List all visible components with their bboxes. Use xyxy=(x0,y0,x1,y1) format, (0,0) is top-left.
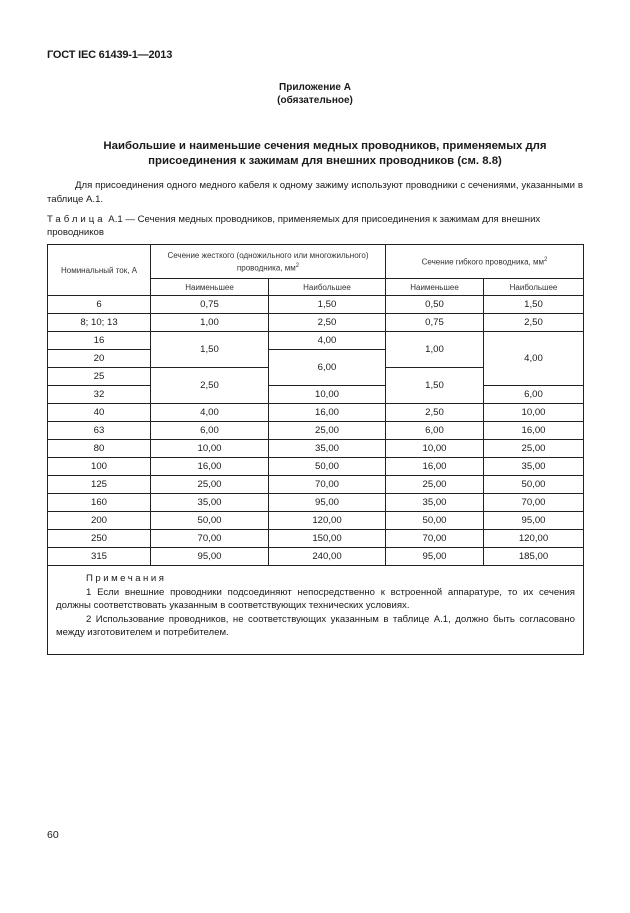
header-rigid-max: Наибольшее xyxy=(269,279,386,296)
cell-current: 40 xyxy=(48,404,151,422)
cell-flex-min: 1,50 xyxy=(386,368,484,404)
cell-flex-min: 2,50 xyxy=(386,404,484,422)
cell-current: 160 xyxy=(48,494,151,512)
cell-rigid-max: 1,50 xyxy=(269,296,386,314)
cell-flex-min: 35,00 xyxy=(386,494,484,512)
header-flexible: Сечение гибкого проводника, $мм^2$ xyxy=(386,245,584,279)
cell-current: 80 xyxy=(48,440,151,458)
table-caption-label: Таблица xyxy=(47,214,106,225)
header-rigid: Сечение жесткого (одножильного или многожильного) проводника, $мм^2$ xyxy=(151,245,386,279)
table-row xyxy=(48,512,584,530)
cell-rigid-max: 35,00 xyxy=(269,440,386,458)
table-row xyxy=(48,494,584,512)
cell-flex-min: 0,50 xyxy=(386,296,484,314)
cell-current: 16 xyxy=(48,332,151,350)
cell-current: 63 xyxy=(48,422,151,440)
cell-rigid-max: 120,00 xyxy=(269,512,386,530)
table-row xyxy=(48,422,584,440)
cell-current: 25 xyxy=(48,368,151,386)
table-row xyxy=(48,530,584,548)
cell-rigid-min: 4,00 xyxy=(151,404,269,422)
header-flex-max: Наибольшее xyxy=(484,279,584,296)
cell-current: 32 xyxy=(48,386,151,404)
cell-rigid-max: 50,00 xyxy=(269,458,386,476)
table-caption xyxy=(47,214,583,239)
cell-flex-max: 16,00 xyxy=(484,422,584,440)
notes-title: Примечания xyxy=(86,573,167,584)
table-row xyxy=(48,440,584,458)
conductor-table xyxy=(47,244,584,655)
cell-flex-max: 120,00 xyxy=(484,530,584,548)
cell-rigid-max: 150,00 xyxy=(269,530,386,548)
cell-rigid-max: 70,00 xyxy=(269,476,386,494)
cell-rigid-max: 4,00 xyxy=(269,332,386,350)
page-number: 60 xyxy=(47,829,59,841)
note-1: 1 Если внешние проводники подсоединяют непосредственно к встроенной аппаратуре, то их сечения должны соответствовать указанным в соответствующих технических условиях. xyxy=(56,586,576,611)
intro-paragraph: Для присоединения одного медного кабеля к одному зажиму используют проводники с сечениями, указанными в таблице А.1. xyxy=(47,180,583,205)
cell-flex-min: 25,00 xyxy=(386,476,484,494)
table-row xyxy=(48,386,584,404)
cell-rigid-min: 0,75 xyxy=(151,296,269,314)
cell-flex-min: 0,75 xyxy=(386,314,484,332)
cell-current: 125 xyxy=(48,476,151,494)
cell-flex-max: 10,00 xyxy=(484,404,584,422)
cell-rigid-min: 10,00 xyxy=(151,440,269,458)
cell-flex-max: 4,00 xyxy=(484,332,584,386)
cell-flex-max: 50,00 xyxy=(484,476,584,494)
standard-header: ГОСТ IEC 61439-1—2013 xyxy=(47,49,173,61)
cell-rigid-min: 70,00 xyxy=(151,530,269,548)
cell-rigid-min: 1,00 xyxy=(151,314,269,332)
cell-rigid-min: 6,00 xyxy=(151,422,269,440)
cell-current: 20 xyxy=(48,350,151,368)
cell-rigid-max: 25,00 xyxy=(269,422,386,440)
cell-current: 250 xyxy=(48,530,151,548)
cell-flex-min: 16,00 xyxy=(386,458,484,476)
table-row xyxy=(48,296,584,314)
cell-rigid-max: 2,50 xyxy=(269,314,386,332)
cell-current: 315 xyxy=(48,548,151,566)
cell-current: 100 xyxy=(48,458,151,476)
cell-flex-max: 95,00 xyxy=(484,512,584,530)
cell-flex-max: 25,00 xyxy=(484,440,584,458)
cell-flex-min: 95,00 xyxy=(386,548,484,566)
cell-flex-max: 1,50 xyxy=(484,296,584,314)
table-row xyxy=(48,314,584,332)
table-row xyxy=(48,476,584,494)
cell-rigid-min: 35,00 xyxy=(151,494,269,512)
annex-title: Приложение А xyxy=(279,82,351,93)
cell-rigid-min: 50,00 xyxy=(151,512,269,530)
cell-flex-max: 70,00 xyxy=(484,494,584,512)
cell-rigid-min: 95,00 xyxy=(151,548,269,566)
cell-rigid-min: 1,50 xyxy=(151,332,269,368)
table-notes xyxy=(48,566,584,655)
cell-flex-min: 6,00 xyxy=(386,422,484,440)
cell-rigid-max: 240,00 xyxy=(269,548,386,566)
cell-current: 6 xyxy=(48,296,151,314)
table-row xyxy=(48,458,584,476)
cell-rigid-max: 95,00 xyxy=(269,494,386,512)
cell-current: 200 xyxy=(48,512,151,530)
cell-flex-min: 70,00 xyxy=(386,530,484,548)
cell-rigid-max: 6,00 xyxy=(269,350,386,386)
cell-rigid-max: 10,00 xyxy=(269,386,386,404)
cell-flex-max: 6,00 xyxy=(484,386,584,404)
table-row xyxy=(48,404,584,422)
cell-flex-max: 35,00 xyxy=(484,458,584,476)
table-row xyxy=(48,548,584,566)
header-rigid-min: Наименьшее xyxy=(151,279,269,296)
header-current: Номинальный ток, А xyxy=(48,245,151,296)
table-caption-text: А.1 — Сечения медных проводников, применяемых для присоединения к зажимам для внешних проводников xyxy=(47,214,541,238)
cell-flex-max: 185,00 xyxy=(484,548,584,566)
cell-rigid-min: 16,00 xyxy=(151,458,269,476)
cell-rigid-min: 2,50 xyxy=(151,368,269,404)
cell-rigid-max: 16,00 xyxy=(269,404,386,422)
cell-flex-max: 2,50 xyxy=(484,314,584,332)
cell-flex-min: 10,00 xyxy=(386,440,484,458)
table-row xyxy=(48,332,584,350)
section-title: Наибольшие и наименьшие сечения медных проводников, применяемых для присоединения к зажимам для внешних проводников (см. 8.8) xyxy=(103,140,547,167)
note-2: 2 Использование проводников, не соответствующих указанным в таблице А.1, должно быть согласовано между изготовителем и потребителем. xyxy=(56,613,576,638)
annex-status: (обязательное) xyxy=(277,95,353,106)
cell-rigid-min: 25,00 xyxy=(151,476,269,494)
cell-flex-min: 1,00 xyxy=(386,332,484,368)
cell-current: 8; 10; 13 xyxy=(48,314,151,332)
cell-flex-min: 50,00 xyxy=(386,512,484,530)
header-flex-min: Наименьшее xyxy=(386,279,484,296)
